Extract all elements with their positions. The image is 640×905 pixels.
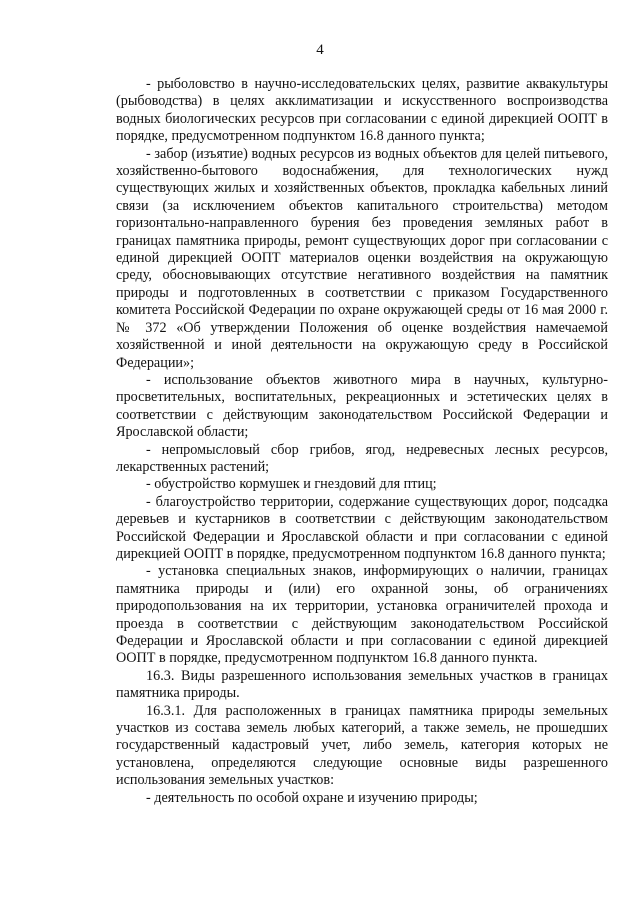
- page-number: 4: [316, 42, 324, 58]
- paragraph-water-intake: - забор (изъятие) водных ресурсов из водных объектов для целей питьевого, хозяйственно-бытового водоснабжения, для технологических нужд существующих жилых и хозяйственных объектов, прокладка кабельных линий связи (за исключением объектов капитального строительства) методом горизонтально-направленного бурения без проведения земляных работ в границах памятника природы, ремонт существующих дорог при согласовании с единой дирекцией ООПТ материалов оценки воздействия на окружающую среду, обосновывающих отсутствие негативного воздействия на памятник природы и подготовленных в соответствии с приказом Государственного комитета Российской Федерации по охране окружающей среды от 16 мая 2000 г. № 372 «Об утверждении Положения об оценке воздействия намечаемой хозяйственной и иной деятельности на окружающую среду в Российской Федерации»;: [116, 145, 608, 371]
- paragraph-section-16-3: 16.3. Виды разрешенного использования земельных участков в границах памятника природы.: [116, 667, 608, 702]
- paragraph-gathering: - непромысловый сбор грибов, ягод, недревесных лесных ресурсов, лекарственных растений;: [116, 441, 608, 475]
- paragraph-wildlife-use: - использование объектов животного мира в научных, культурно-просветительных, воспитательных, рекреационных и эстетических целях в соответствии с действующим законодательством Российской Федерации и Ярославской области;: [116, 371, 608, 441]
- paragraph-nature-protection: - деятельность по особой охране и изучению природы;: [146, 789, 478, 806]
- paragraph-bird-feeders: - обустройство кормушек и гнездовий для птиц;: [146, 476, 437, 493]
- paragraph-landscaping: - благоустройство территории, содержание существующих дорог, подсадка деревьев и кустарников в соответствии с действующим законодательством Российской Федерации и Ярославской области и при согласовании с единой дирекцией ООПТ в порядке, предусмотренном подпунктом 16.8 данного пункта;: [116, 493, 608, 562]
- paragraph-signs: - установка специальных знаков, информирующих о наличии, границах памятника природы и (или) его охранной зоны, об ограничениях природопользования на их территории, установка ограничителей прохода и проезда в соответствии с действующим законодательством Российской Федерации и Ярославской области и при согласовании с единой дирекцией ООПТ в порядке, предусмотренном подпунктом 16.8 данного пункта.: [116, 563, 608, 667]
- document-body: [116, 76, 608, 807]
- paragraph-section-16-3-1: 16.3.1. Для расположенных в границах памятника природы земельных участков из состава земель любых категорий, а также земель, не прошедших государственный кадастровый учет, либо земель, категория которых не установлена, определяются следующие основные виды разрешенного использования земельных участков:: [116, 702, 608, 789]
- paragraph-fishing: - рыболовство в научно-исследовательских целях, развитие аквакультуры (рыбоводства) в целях акклиматизации и искусственного воспроизводства водных биологических ресурсов при согласовании с единой дирекцией ООПТ в порядке, предусмотренном подпунктом 16.8 данного пункта;: [116, 76, 608, 145]
